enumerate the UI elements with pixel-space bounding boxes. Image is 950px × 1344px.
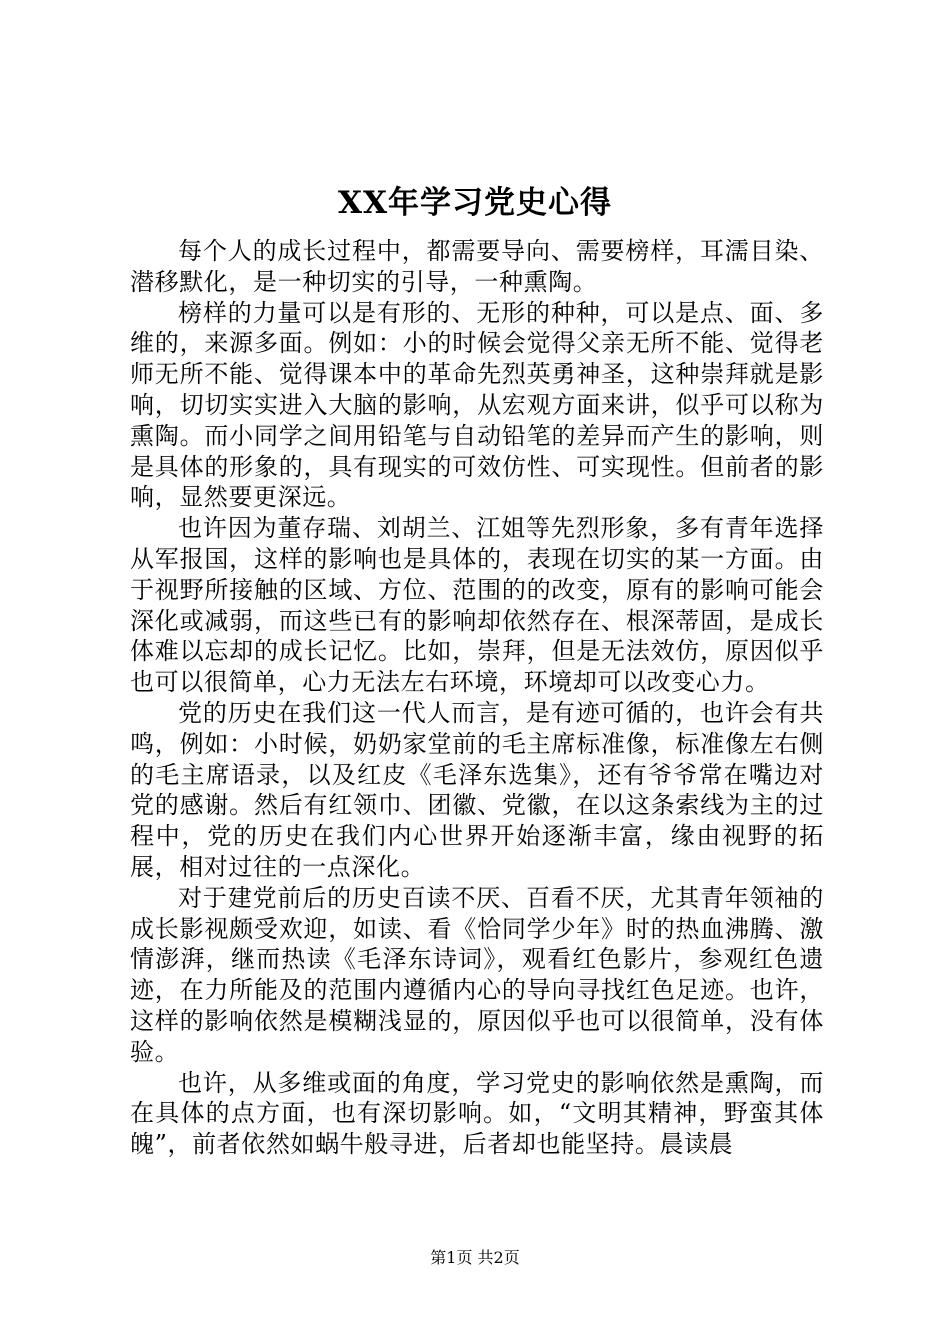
page-number-footer: 第1页 共2页 [430,1248,520,1267]
paragraph: 也许，从多维或面的角度，学习党史的影响依然是熏陶，而在具体的点方面，也有深切影响。如，“文明其精神，野蛮其体魄”，前者依然如蜗牛般寻进，后者却也能坚持。晨读晨 [130,1068,824,1159]
paragraph: 党的历史在我们这一代人而言，是有迹可循的，也许会有共鸣，例如：小时候，奶奶家堂前的毛主席标准像，标准像左右侧的毛主席语录，以及红皮《毛泽东选集》，还有爷爷常在嘴边对党的感谢。然后有红领巾、团徽、党徽，在以这条索线为主的过程中，党的历史在我们内心世界开始逐渐丰富，缘由视野的拓展，相对过往的一点深化。 [130,698,824,881]
document-title: XX年学习党史心得 [337,185,613,221]
paragraph: 榜样的力量可以是有形的、无形的种种，可以是点、面、多维的，来源多面。例如：小的时候会觉得父亲无所不能、觉得老师无所不能、觉得课本中的革命先烈英勇神圣，这种崇拜就是影响，切切实实进入大脑的影响，从宏观方面来讲，似乎可以称为熏陶。而小同学之间用铅笔与自动铅笔的差异而产生的影响，则是具体的形象的，具有现实的可效仿性、可实现性。但前者的影响，显然要更深远。 [130,298,824,512]
paragraph: 每个人的成长过程中，都需要导向、需要榜样，耳濡目染、潜移默化，是一种切实的引导，一种熏陶。 [130,237,824,296]
document-body [130,236,824,1160]
paragraph: 对于建党前后的历史百读不厌、百看不厌，尤其青年领袖的成长影视颇受欢迎，如读、看《恰同学少年》时的热血沸腾、激情澎湃，继而热读《毛泽东诗词》，观看红色影片，参观红色遗迹，在力所能及的范围内遵循内心的导向寻找红色足迹。也许，这样的影响依然是模糊浅显的，原因似乎也可以很简单，没有体验。 [130,883,824,1066]
paragraph: 也许因为董存瑞、刘胡兰、江姐等先烈形象，多有青年选择从军报国，这样的影响也是具体的，表现在切实的某一方面。由于视野所接触的区域、方位、范围的的改变，原有的影响可能会深化或减弱，而这些已有的影响却依然存在、根深蒂固，是成长体难以忘却的成长记忆。比如，崇拜，但是无法效仿，原因似乎也可以很简单，心力无法左右环境，环境却可以改变心力。 [130,514,824,697]
